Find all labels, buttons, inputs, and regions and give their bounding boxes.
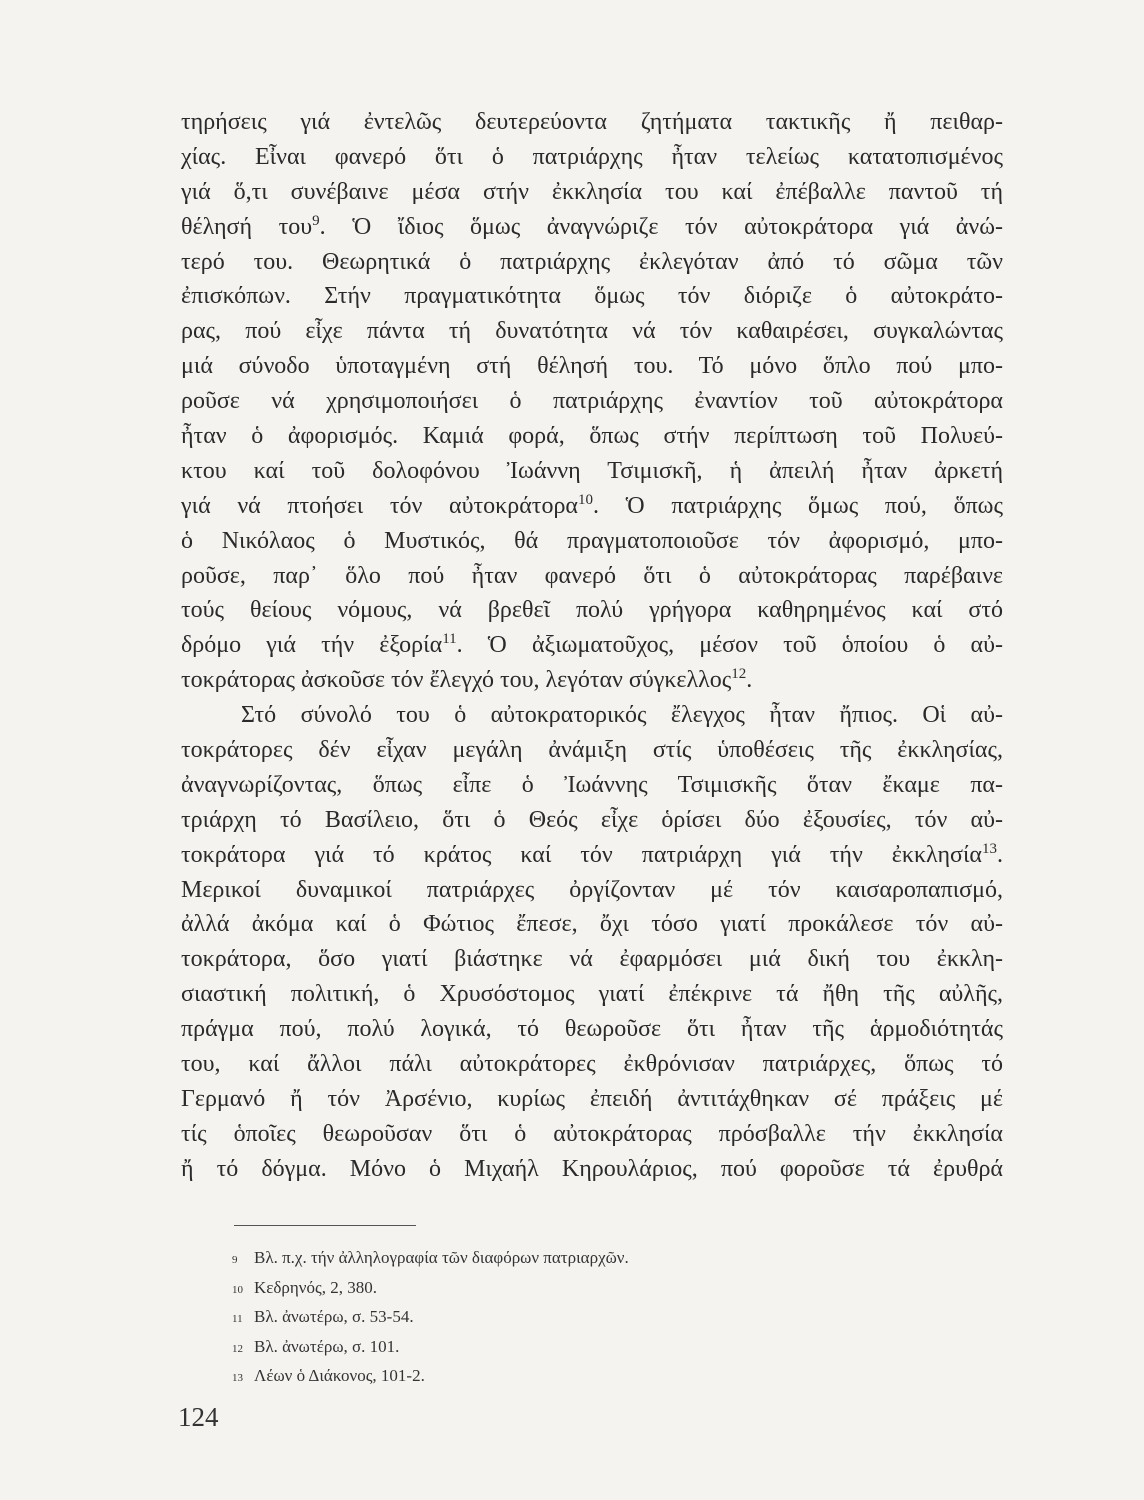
text-line: τερό του. Θεωρητικά ὁ πατριάρχης ἐκλεγόταν ἀπό τό σῶμα τῶν bbox=[181, 248, 1003, 275]
text-line: ἀναγνωρίζοντας, ὅπως εἶπε ὁ Ἰωάννης Τσιμισκῆς ὅταν ἔκαμε πα- bbox=[181, 771, 1003, 798]
footnote-ref: 9 bbox=[312, 212, 320, 229]
footnote-text: Βλ. ἀνωτέρω, σ. 53-54. bbox=[254, 1307, 414, 1327]
footnote-text: Βλ. ἀνωτέρω, σ. 101. bbox=[254, 1336, 400, 1356]
text-line: ροῦσε νά χρησιμοποιήσει ὁ πατριάρχης ἐναντίον τοῦ αὐτοκράτορα bbox=[181, 388, 1003, 415]
text-line: ἦταν ὁ ἀφορισμός. Καμιά φορά, ὅπως στήν περίπτωση τοῦ Πολυεύ- bbox=[181, 423, 1003, 450]
text-line: ὁ Νικόλαος ὁ Μυστικός, θά πραγματοποιοῦσε τόν ἀφορισμό, μπο- bbox=[181, 527, 1003, 554]
text-line: πράγμα πού, πολύ λογικά, τό θεωροῦσε ὅτι ἦταν τῆς ἁρμοδιότητάς bbox=[181, 1016, 1003, 1043]
text-line: τηρήσεις γιά ἐντελῶς δευτερεύοντα ζητήματα τακτικῆς ἤ πειθαρ- bbox=[181, 109, 1003, 135]
text-line: Μερικοί δυναμικοί πατριάρχες ὀργίζονταν μέ τόν καισαροπαπισμό, bbox=[181, 876, 1003, 903]
footnote-ref: 12 bbox=[731, 666, 747, 683]
footnote-text: Λέων ὁ Διάκονος, 101-2. bbox=[254, 1366, 425, 1386]
footnote bbox=[232, 1361, 852, 1391]
text-line: του, καί ἄλλοι πάλι αὐτοκράτορες ἐκθρόνισαν πατριάρχες, ὅπως τό bbox=[181, 1051, 1003, 1078]
text-line bbox=[181, 489, 1003, 524]
text-line: τούς θείους νόμους, νά βρεθεῖ πολύ γρήγορα καθηρημένος καί στό bbox=[181, 597, 1003, 624]
footnote bbox=[232, 1273, 852, 1303]
text-fragment: γιά νά πτοήσει τόν αὐτοκράτορα bbox=[181, 492, 578, 519]
footnote-number: 10 bbox=[232, 1283, 243, 1296]
footnote-number: 13 bbox=[232, 1372, 243, 1385]
footnotes bbox=[232, 1243, 852, 1391]
body-text bbox=[181, 105, 1003, 1187]
text-line: τριάρχη τό Βασίλειο, ὅτι ὁ Θεός εἶχε ὁρίσει δύο ἐξουσίες, τόν αὐ- bbox=[181, 806, 1003, 833]
footnote-number: 12 bbox=[232, 1342, 243, 1355]
text-fragment: . bbox=[997, 841, 1003, 868]
text-line bbox=[181, 210, 1003, 245]
text-line: μιά σύνοδο ὑποταγμένη στή θέλησή του. Τό μόνο ὅπλο πού μπο- bbox=[181, 353, 1003, 380]
footnote-ref: 13 bbox=[982, 840, 997, 857]
text-line: ρας, πού εἶχε πάντα τή δυνατότητα νά τόν καθαιρέσει, συγκαλώντας bbox=[181, 318, 1003, 345]
page-number: 124 bbox=[178, 1402, 219, 1432]
text-fragment: . Ὁ πατριάρχης ὅμως πού, ὅπως bbox=[593, 492, 1003, 519]
text-line: ροῦσε, παρ᾿ ὅλο πού ἦταν φανερό ὅτι ὁ αὐτοκράτορας παρέβαινε bbox=[181, 562, 1003, 589]
text-line: τίς ὁποῖες θεωροῦσαν ὅτι ὁ αὐτοκράτορας πρόσβαλλε τήν ἐκκλησία bbox=[181, 1120, 1003, 1147]
footnote-ref: 10 bbox=[578, 491, 593, 508]
text-line: τοκράτορα, ὅσο γιατί βιάστηκε νά ἐφαρμόσει μιά δική του ἐκκλη- bbox=[181, 946, 1003, 973]
footnote-number: 11 bbox=[232, 1313, 243, 1326]
text-line: χίας. Εἶναι φανερό ὅτι ὁ πατριάρχης ἦταν τελείως κατατοπισμένος bbox=[181, 143, 1003, 170]
text-line: Γερμανό ἤ τόν Ἀρσένιο, κυρίως ἐπειδή ἀντιτάχθηκαν σέ πράξεις μέ bbox=[181, 1085, 1003, 1112]
footnote bbox=[232, 1243, 852, 1273]
text-fragment: θέλησή του bbox=[181, 213, 313, 240]
text-line: ἐπισκόπων. Στήν πραγματικότητα ὅμως τόν διόριζε ὁ αὐτοκράτο- bbox=[181, 283, 1003, 310]
footnote-divider bbox=[234, 1225, 416, 1226]
text-line bbox=[181, 628, 1003, 663]
footnote bbox=[232, 1332, 852, 1362]
footnote-ref: 11 bbox=[442, 631, 457, 648]
text-line: κτου καί τοῦ δολοφόνου Ἰωάννη Τσιμισκῆ, ἡ ἀπειλή ἦταν ἀρκετή bbox=[181, 457, 1003, 484]
text-line: ἤ τό δόγμα. Μόνο ὁ Μιχαήλ Κηρουλάριος, πού φοροῦσε τά ἐρυθρά bbox=[181, 1155, 1003, 1182]
text-line: Στό σύνολό του ὁ αὐτοκρατορικός ἔλεγχος ἦταν ἤπιος. Οἱ αὐ- bbox=[241, 702, 1003, 729]
text-fragment: . Ὁ ἴδιος ὅμως ἀναγνώριζε τόν αὐτοκράτορα γιά ἀνώ- bbox=[319, 213, 1003, 240]
text-fragment: τοκράτορα γιά τό κράτος καί τόν πατριάρχη γιά τήν ἐκκλησία bbox=[181, 841, 982, 868]
text-line bbox=[181, 838, 1003, 873]
text-fragment: . bbox=[746, 667, 753, 694]
text-line: ἀλλά ἀκόμα καί ὁ Φώτιος ἔπεσε, ὄχι τόσο γιατί προκάλεσε τόν αὐ- bbox=[181, 911, 1003, 938]
text-line: γιά ὅ,τι συνέβαινε μέσα στήν ἐκκλησία του καί ἐπέβαλλε παντοῦ τή bbox=[181, 178, 1003, 205]
footnote-text: Βλ. π.χ. τήν ἀλληλογραφία τῶν διαφόρων πατριαρχῶν. bbox=[254, 1248, 629, 1267]
text-fragment: τοκράτορας ἀσκοῦσε τόν ἔλεγχό του, λεγόταν σύγκελλος bbox=[181, 667, 732, 694]
text-fragment: δρόμο γιά τήν ἐξορία bbox=[181, 632, 443, 659]
text-line: σιαστική πολιτική, ὁ Χρυσόστομος γιατί ἐπέκρινε τά ἤθη τῆς αὐλῆς, bbox=[181, 981, 1003, 1008]
text-line: τοκράτορες δέν εἶχαν μεγάλη ἀνάμιξη στίς ὑποθέσεις τῆς ἐκκλησίας, bbox=[181, 737, 1003, 764]
footnote-number: 9 bbox=[232, 1254, 238, 1266]
text-line bbox=[181, 663, 1003, 698]
text-fragment: . Ὁ ἀξιωματοῦχος, μέσον τοῦ ὁποίου ὁ αὐ- bbox=[456, 632, 1004, 659]
footnote-text: Κεδρηνός, 2, 380. bbox=[254, 1277, 377, 1297]
footnote bbox=[232, 1302, 852, 1332]
